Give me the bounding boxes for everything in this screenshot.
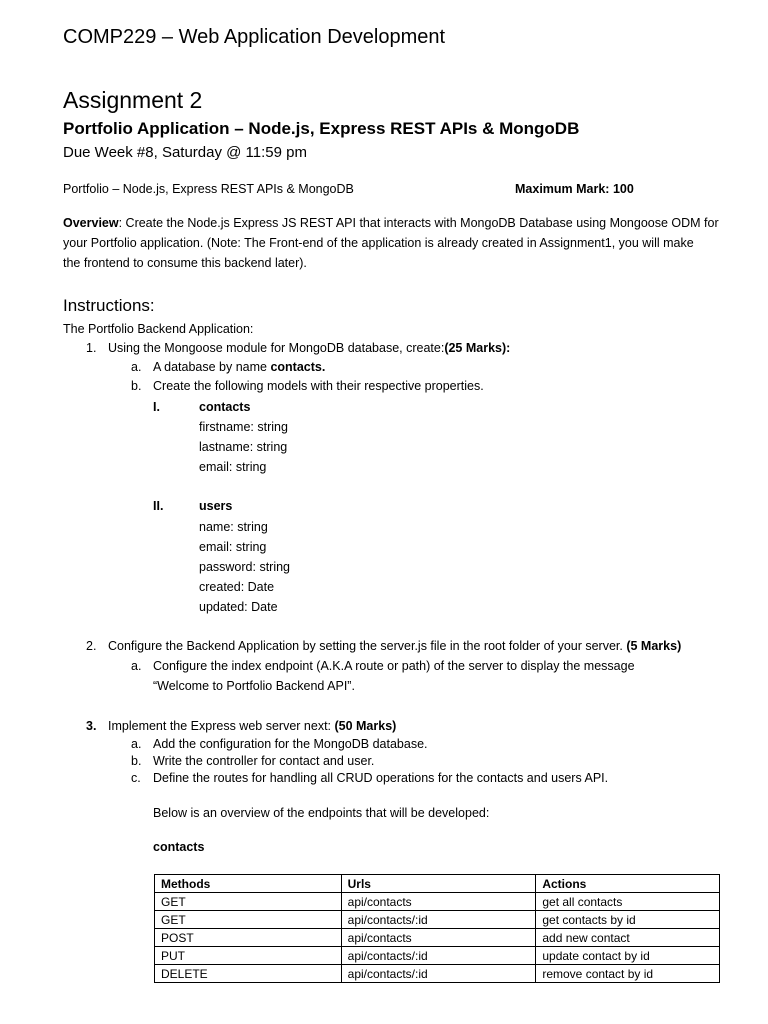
course-title: COMP229 – Web Application Development [63,26,446,48]
model-2-prop: email: string [199,540,267,554]
table-header-row [155,875,720,893]
item2-marks: (5 Marks) [626,639,682,653]
item1-number: 1. [86,341,97,355]
item3a-number: a. [131,737,142,751]
url-cell: api/contacts/:id [341,965,536,983]
item3a-text: Add the configuration for the MongoDB database. [153,737,428,751]
overview-text-1: : Create the Node.js Express JS REST API that interacts with MongoDB Database using Mongoose ODM for [118,216,719,230]
overview-line-2: your Portfolio application. (Note: The Front-end of the application is already created in Assignment1, you will make [63,236,694,250]
overview-label: Overview [63,216,119,230]
model-1-prop: email: string [199,460,267,474]
model-2-name: users [199,499,233,513]
column-header: Methods [155,875,342,893]
item2a-number: a. [131,659,142,673]
due-date: Due Week #8, Saturday @ 11:59 pm [63,144,307,161]
contacts-endpoints-label: contacts [153,840,205,854]
table-row [155,965,720,983]
column-header: Actions [536,875,720,893]
instructions-heading: Instructions: [63,296,155,315]
assignment-subtitle: Portfolio Application – Node.js, Express REST APIs & MongoDB [63,119,580,138]
table-row [155,947,720,965]
action-cell: update contact by id [536,947,720,965]
column-header: Urls [341,875,536,893]
item2a-line-1: Configure the index endpoint (A.K.A route or path) of the server to display the message [153,659,635,673]
item2-text [108,636,681,656]
item3c-number: c. [131,771,141,785]
maximum-mark: Maximum Mark: 100 [515,182,634,196]
item1a-number: a. [131,360,142,374]
item1-text [108,338,510,358]
item3b-number: b. [131,754,142,768]
item3c-text: Define the routes for handling all CRUD operations for the contacts and users API. [153,771,609,785]
action-cell: get all contacts [536,893,720,911]
item2-number: 2. [86,639,97,653]
action-cell: remove contact by id [536,965,720,983]
item1b-number: b. [131,379,142,393]
action-cell: get contacts by id [536,911,720,929]
table-row [155,929,720,947]
url-cell: api/contacts [341,929,536,947]
summary-left: Portfolio – Node.js, Express REST APIs & MongoDB [63,182,354,196]
model-1-name: contacts [199,400,251,414]
model-1-prop: firstname: string [199,420,288,434]
url-cell: api/contacts [341,893,536,911]
assignment-title: Assignment 2 [63,87,203,113]
item2a-line-2: “Welcome to Portfolio Backend API”. [153,679,355,693]
model-2-prop: created: Date [199,580,275,594]
action-cell: add new contact [536,929,720,947]
item1-marks: (25 Marks): [444,341,511,355]
item1a-text [153,357,325,377]
model-2-number: II. [153,499,164,513]
table-row [155,893,720,911]
item3-marks: (50 Marks) [334,719,397,733]
intro-text: The Portfolio Backend Application: [63,322,254,336]
item3-number: 3. [86,719,97,733]
url-cell: api/contacts/:id [341,911,536,929]
model-2-prop: password: string [199,560,291,574]
endpoints-table [154,874,720,983]
model-2-prop: updated: Date [199,600,278,614]
item3b-text: Write the controller for contact and user. [153,754,375,768]
method-cell: GET [155,893,342,911]
item2-instruction: Configure the Backend Application by setting the server.js file in the root folder of your server. [108,639,627,653]
overview-line-3: the frontend to consume this backend later). [63,256,307,270]
item3-instruction: Implement the Express web server next: [108,719,335,733]
table-row [155,911,720,929]
item3-text [108,716,396,736]
method-cell: DELETE [155,965,342,983]
model-2-prop: name: string [199,520,268,534]
item1b-text: Create the following models with their respective properties. [153,379,484,393]
item1a-label: A database by name [153,360,271,374]
method-cell: GET [155,911,342,929]
endpoints-overview-text: Below is an overview of the endpoints that will be developed: [153,806,490,820]
method-cell: PUT [155,947,342,965]
overview-line-1 [63,213,719,233]
model-1-number: I. [153,400,160,414]
item1a-db-name: contacts. [270,360,326,374]
method-cell: POST [155,929,342,947]
model-1-prop: lastname: string [199,440,288,454]
item1-instruction: Using the Mongoose module for MongoDB database, create: [108,341,445,355]
url-cell: api/contacts/:id [341,947,536,965]
